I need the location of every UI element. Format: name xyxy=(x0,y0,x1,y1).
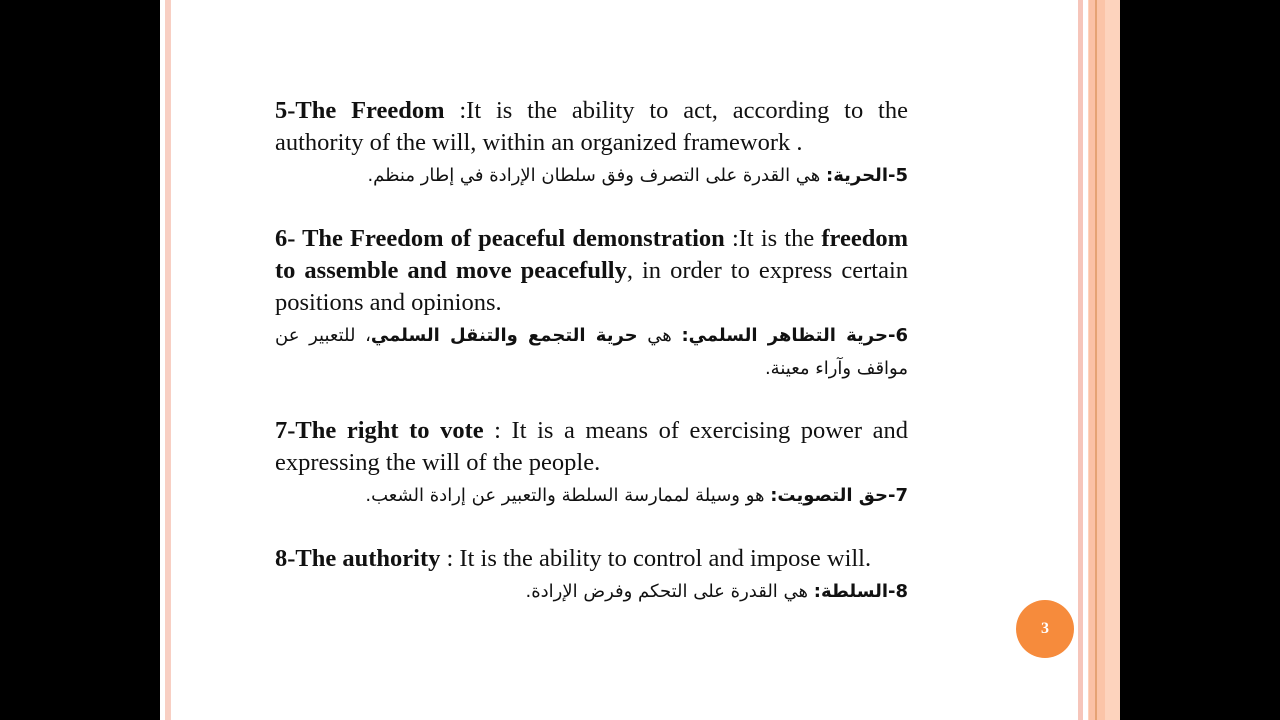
arabic-text xyxy=(275,159,908,192)
slide xyxy=(160,0,1120,720)
definition-authority xyxy=(275,543,908,608)
slide-number-badge: 3 xyxy=(1016,600,1074,658)
term: 6- The Freedom of peaceful demonstration xyxy=(275,225,725,252)
definition-right-to-vote xyxy=(275,415,908,512)
term-ar: 8-السلطة: xyxy=(813,581,908,602)
emphasis: freedom to assemble and move peacefully xyxy=(275,225,909,284)
term-ar: 7-حق التصويت: xyxy=(770,485,908,506)
arabic-text xyxy=(275,319,908,385)
definition-ar: ، للتعبير عن مواقف وآراء معينة. xyxy=(275,325,908,379)
term-ar: 6-حرية التظاهر السلمي: xyxy=(681,325,908,346)
left-border-stripe xyxy=(165,0,171,720)
definition-ar: هي xyxy=(637,325,682,346)
definition-ar: هي القدرة على التحكم وفرض الإرادة. xyxy=(525,581,814,602)
english-text xyxy=(275,415,908,479)
right-border-stripe-pink xyxy=(1078,0,1083,720)
english-text xyxy=(275,223,908,319)
term: 5-The Freedom xyxy=(275,97,445,124)
english-text xyxy=(275,543,908,575)
english-text xyxy=(275,95,908,159)
definition-freedom xyxy=(275,95,908,192)
definition: , in order to express certain positions and opinions. xyxy=(275,257,908,316)
definition-ar: هي القدرة على التصرف وفق سلطان الإرادة في إطار منظم. xyxy=(367,165,827,186)
arabic-text xyxy=(275,575,908,608)
arabic-text xyxy=(275,479,908,512)
definition: : It is the ability to control and impose will. xyxy=(440,545,872,572)
term-ar: 5-الحرية: xyxy=(826,165,908,186)
definition: : It is a means of exercising power and expressing the will of the people. xyxy=(275,417,908,476)
term: 8-The authority xyxy=(275,545,441,572)
definition-peaceful-demonstration xyxy=(275,223,908,385)
definition-ar: هو وسيلة لممارسة السلطة والتعبير عن إرادة الشعب. xyxy=(365,485,771,506)
definition: :It is the ability to act, according to the authority of the will, within an organized framework . xyxy=(275,97,908,156)
definition: :It is the xyxy=(724,225,822,252)
term: 7-The right to vote xyxy=(275,417,484,444)
right-border-stripe-band2 xyxy=(1097,0,1105,720)
emphasis-ar: حرية التجمع والتنقل السلمي xyxy=(370,325,638,346)
